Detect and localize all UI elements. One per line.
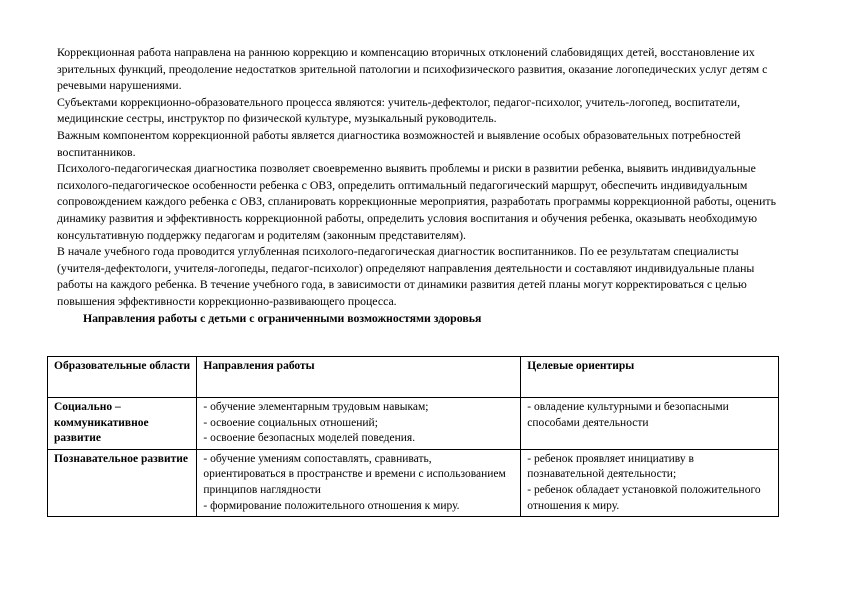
table-header-row bbox=[48, 357, 779, 398]
direction-item: - обучение умениям сопоставлять, сравнивать, ориентироваться в пространстве и времени с использованием принципов наглядности bbox=[203, 452, 506, 496]
paragraph-psych-diagnostics: Психолого-педагогическая диагностика позволяет своевременно выявить проблемы и риски в развитии ребенка, выявить индивидуальные психолого-педагогическое особенности ребенка с ОВЗ, определить оптимальный педагогический маршрут, обеспечить индивидуальным сопровождением каждого ребенка с ОВЗ, спланировать коррекционные мероприятия, разработать программы коррекционной работы, оценить динамику развития и эффективность коррекционной работы, определить условия воспитания и обучения ребенка, оказывать необходимую консультативную поддержку педагогам и родителям (законным представителям). bbox=[57, 161, 776, 242]
direction-item: - освоение безопасных моделей поведения. bbox=[203, 432, 416, 445]
paragraph-year-start-diagnostics: В начале учебного года проводится углубленная психолого-педагогическая диагностик воспитанников. По ее результатам специалисты (учителя-дефектологи, учителя-логопеды, педагог-психолог) определяют направления деятельности и составляют индивидуальные планы работы на каждого ребенка. В течение учебного года, в зависимости от динамики развития детей планы могут корректироваться с целью повышения эффективности коррекционно-развивающего процесса. bbox=[57, 244, 755, 308]
table-row bbox=[48, 449, 779, 516]
direction-item: - обучение элементарным трудовым навыкам; bbox=[203, 401, 429, 413]
targets-cell bbox=[521, 449, 779, 516]
directions-cell bbox=[197, 449, 521, 516]
targets-cell bbox=[521, 398, 779, 450]
document-body bbox=[57, 44, 787, 326]
direction-item: - освоение социальных отношений; bbox=[203, 416, 378, 429]
target-item: - ребенок обладает установкой положительного отношения к миру. bbox=[527, 483, 761, 512]
header-directions: Направления работы bbox=[197, 357, 521, 398]
header-targets: Целевые ориентиры bbox=[521, 357, 779, 398]
table-row bbox=[48, 398, 779, 450]
paragraph-diagnostics-importance: Важным компонентом коррекционной работы является диагностика возможностей и выявление особых образовательных потребностей воспитанников. bbox=[57, 127, 741, 159]
target-item: - овладение культурными и безопасными способами деятельности bbox=[527, 401, 729, 429]
paragraph-correction-goals: Коррекционная работа направлена на раннюю коррекцию и компенсацию вторичных отклонений слабовидящих детей, восстановление их зрительных функций, преодоление недостатков зрительной патологии и психофизического развития, оказание логопедических услуг детям с речевыми нарушениями. bbox=[57, 45, 768, 93]
direction-item: - формирование положительного отношения к миру. bbox=[203, 499, 460, 512]
area-cell: Познавательное развитие bbox=[48, 449, 197, 516]
area-cell: Социально – коммуникативное развитие bbox=[48, 398, 197, 450]
work-directions-table bbox=[47, 356, 779, 517]
table-title: Направления работы с детьми с ограниченными возможностями здоровья bbox=[83, 310, 482, 325]
header-areas: Образовательные области bbox=[48, 357, 197, 398]
target-item: - ребенок проявляет инициативу в познавательной деятельности; bbox=[527, 452, 694, 481]
directions-cell bbox=[197, 398, 521, 450]
paragraph-process-subjects: Субъектами коррекционно-образовательного процесса являются: учитель-дефектолог, педагог-психолог, учитель-логопед, воспитатели, медицинские сестры, инструктор по физической культуре, музыкальный руководитель. bbox=[57, 94, 741, 126]
